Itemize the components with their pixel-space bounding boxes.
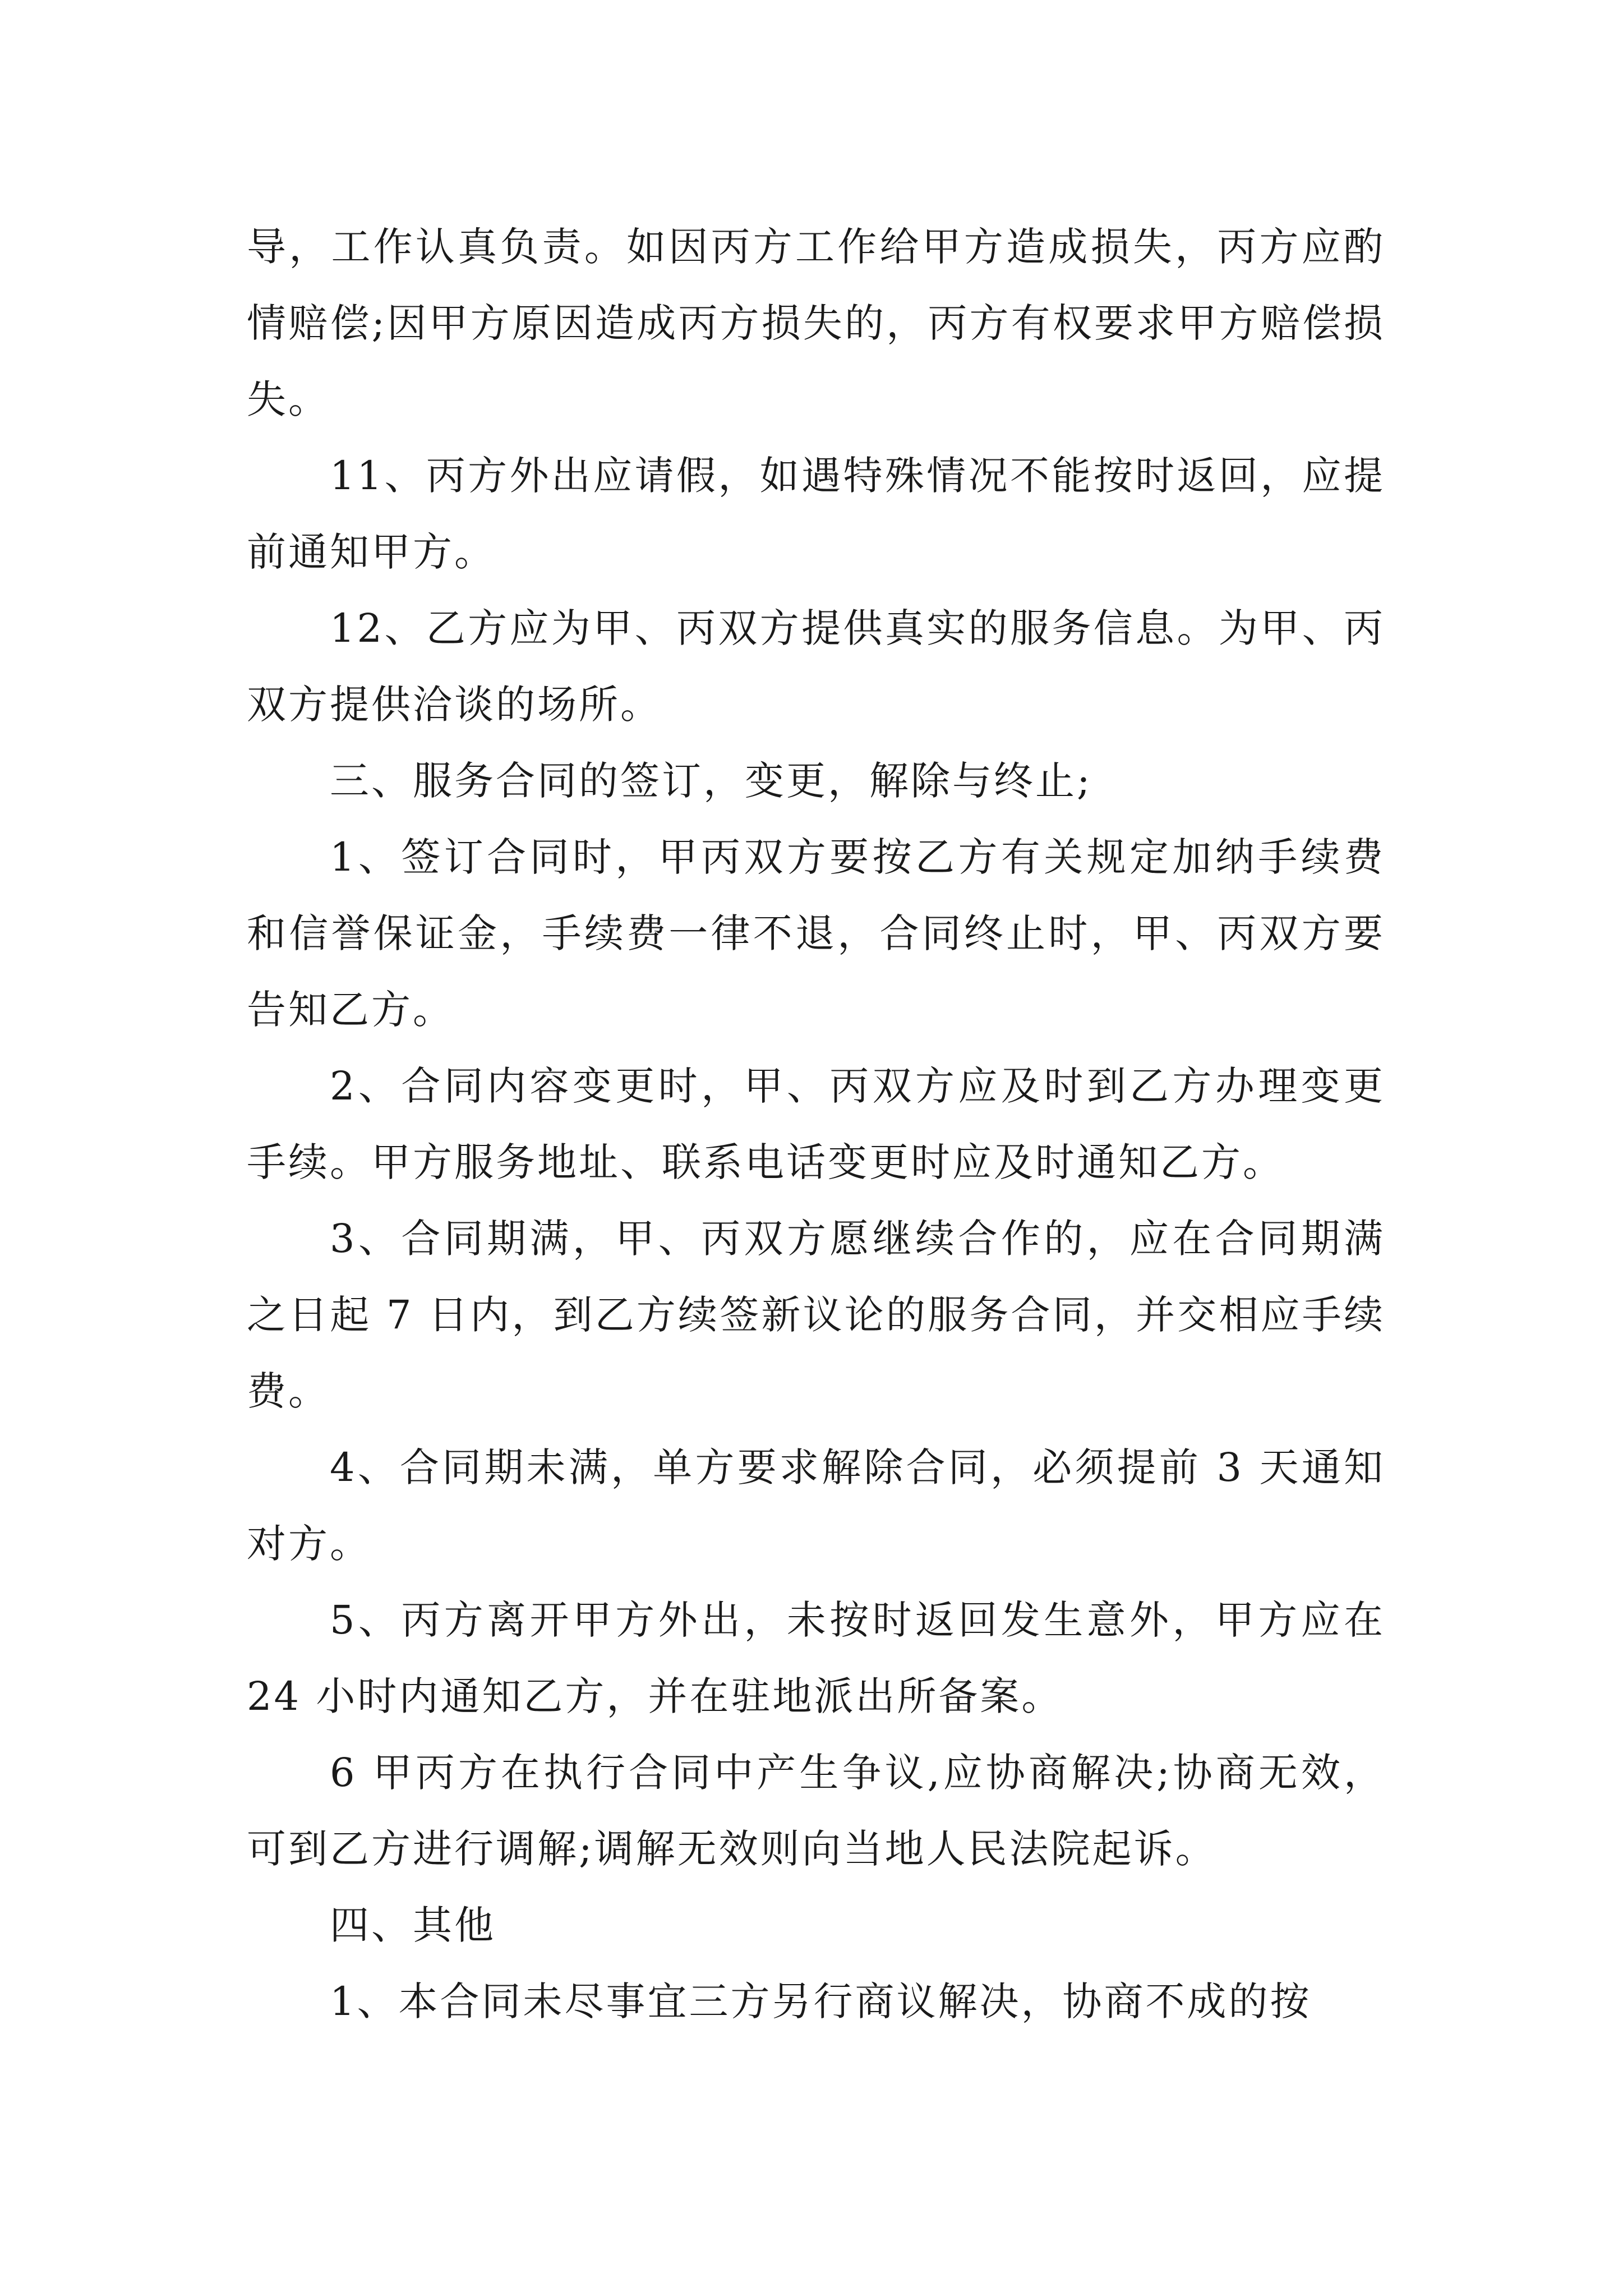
paragraph-item-3: 3、合同期满，甲、丙双方愿继续合作的，应在合同期满之日起 7 日内，到乙方续签新议论的服务合同，并交相应手续费。 [247,1216,1385,1414]
document-body [247,209,1385,2040]
paragraph-item-6: 6 甲丙方在执行合同中产生争议,应协商解决;协商无效，可到乙方进行调解;调解无效则向当地人民法院起诉。 [247,1750,1385,1872]
paragraph-item-12: 12、乙方应为甲、丙双方提供真实的服务信息。为甲、丙双方提供洽谈的场所。 [247,605,1385,728]
paragraph-item-5: 5、丙方离开甲方外出，未按时返回发生意外，甲方应在 24 小时内通知乙方，并在驻地派出所备案。 [247,1597,1385,1719]
paragraph-item-1: 1、签订合同时，甲丙双方要按乙方有关规定加纳手续费和信誉保证金，手续费一律不退，合同终止时，甲、丙双方要告知乙方。 [247,834,1385,1033]
paragraph-item-1-other: 1、本合同未尽事宜三方另行商议解决，协商不成的按 [330,1978,1312,2024]
paragraph-item-4: 4、合同期未满，单方要求解除合同，必须提前 3 天通知对方。 [247,1444,1385,1567]
section-heading-3: 三、服务合同的签订，变更，解除与终止; [330,758,1092,804]
paragraph-continuation: 导，工作认真负责。如因丙方工作给甲方造成损失，丙方应酌情赔偿;因甲方原因造成丙方损失的，丙方有权要求甲方赔偿损失。 [247,224,1385,422]
paragraph-item-11: 11、丙方外出应请假，如遇特殊情况不能按时返回，应提前通知甲方。 [247,453,1385,575]
paragraph-item-2: 2、合同内容变更时，甲、丙双方应及时到乙方办理变更手续。甲方服务地址、联系电话变更时应及时通知乙方。 [247,1063,1385,1185]
section-heading-4: 四、其他 [330,1902,496,1948]
